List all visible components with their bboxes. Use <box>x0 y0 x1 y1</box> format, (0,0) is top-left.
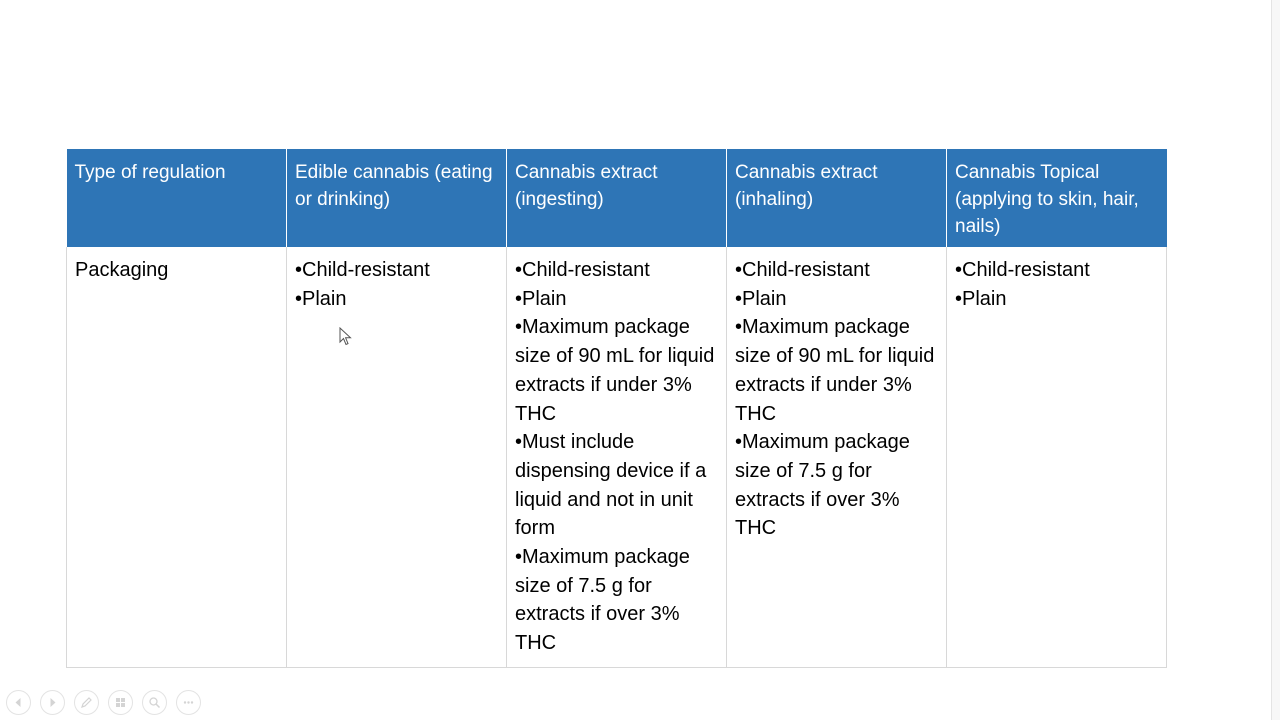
bullet-list-topical <box>955 256 1158 313</box>
bullet-item <box>735 428 938 543</box>
bullet-text: Plain <box>522 287 567 310</box>
regulation-table <box>66 149 1167 668</box>
bullet-dot: • <box>515 546 523 569</box>
header-extract-ingesting: Cannabis extract (ingesting) <box>507 149 727 247</box>
bullet-text: Plain <box>742 287 787 310</box>
zoom-icon <box>148 696 161 709</box>
bullet-text: Child-resistant <box>962 259 1090 281</box>
bullet-item <box>735 256 938 285</box>
bullet-text: Maximum package size of 90 mL for liquid extracts if under 3% THC <box>735 316 935 425</box>
more-options-icon <box>182 696 195 709</box>
cell-extract-ingesting <box>507 247 727 667</box>
header-extract-inhaling: Cannabis extract (inhaling) <box>727 149 947 247</box>
bullet-dot: • <box>735 287 743 310</box>
next-slide-button[interactable] <box>40 690 65 715</box>
bullet-dot: • <box>735 316 743 339</box>
bullet-dot: • <box>955 287 963 310</box>
bullet-text: Maximum package size of 90 mL for liquid extracts if under 3% THC <box>515 316 715 425</box>
bullet-text: Child-resistant <box>522 259 650 281</box>
row-label-packaging: Packaging <box>67 247 287 667</box>
bullet-item <box>735 285 938 314</box>
bullet-dot: • <box>515 287 523 310</box>
bullet-item <box>515 313 718 428</box>
bullet-dot: • <box>515 259 523 281</box>
slideshow-toolbar <box>6 689 201 715</box>
previous-slide-icon <box>12 696 25 709</box>
right-edge <box>1271 0 1280 720</box>
bullet-item <box>955 256 1158 285</box>
bullet-text: Plain <box>302 287 347 310</box>
bullet-item <box>295 256 498 285</box>
bullet-dot: • <box>515 431 523 454</box>
bullet-dot: • <box>295 259 303 281</box>
header-type-of-regulation: Type of regulation <box>67 149 287 247</box>
bullet-text: Must include dispensing device if a liquid and not in unit form <box>515 431 707 540</box>
pen-icon <box>80 696 93 709</box>
bullet-item <box>735 313 938 428</box>
bullet-item <box>515 543 718 658</box>
bullet-dot: • <box>735 431 743 454</box>
pen-button[interactable] <box>74 690 99 715</box>
bullet-item <box>515 428 718 543</box>
table-row-packaging <box>67 247 1167 667</box>
cell-edible <box>287 247 507 667</box>
more-options-button[interactable] <box>176 690 201 715</box>
mouse-cursor-icon <box>339 327 353 347</box>
header-edible-cannabis: Edible cannabis (eating or drinking) <box>287 149 507 247</box>
see-all-slides-icon <box>114 696 127 709</box>
bullet-dot: • <box>955 259 963 281</box>
bullet-dot: • <box>515 316 523 339</box>
bullet-text: Maximum package size of 7.5 g for extracts if over 3% THC <box>515 546 690 655</box>
bullet-dot: • <box>295 287 303 310</box>
bullet-list-edible <box>295 256 498 313</box>
next-slide-icon <box>46 696 59 709</box>
bullet-text: Plain <box>962 287 1007 310</box>
bullet-dot: • <box>735 259 743 281</box>
bullet-item <box>295 285 498 314</box>
cell-extract-inhaling <box>727 247 947 667</box>
see-all-slides-button[interactable] <box>108 690 133 715</box>
bullet-text: Child-resistant <box>302 259 430 281</box>
table-header-row <box>67 149 1167 247</box>
bullet-item <box>515 285 718 314</box>
bullet-item <box>515 256 718 285</box>
previous-slide-button[interactable] <box>6 690 31 715</box>
zoom-button[interactable] <box>142 690 167 715</box>
bullet-list-extract-ingesting <box>515 256 718 658</box>
header-topical: Cannabis Topical (applying to skin, hair, nails) <box>947 149 1167 247</box>
bullet-text: Maximum package size of 7.5 g for extracts if over 3% THC <box>735 431 910 540</box>
bullet-item <box>955 285 1158 314</box>
bullet-list-extract-inhaling <box>735 256 938 543</box>
cell-topical <box>947 247 1167 667</box>
bullet-text: Child-resistant <box>742 259 870 281</box>
